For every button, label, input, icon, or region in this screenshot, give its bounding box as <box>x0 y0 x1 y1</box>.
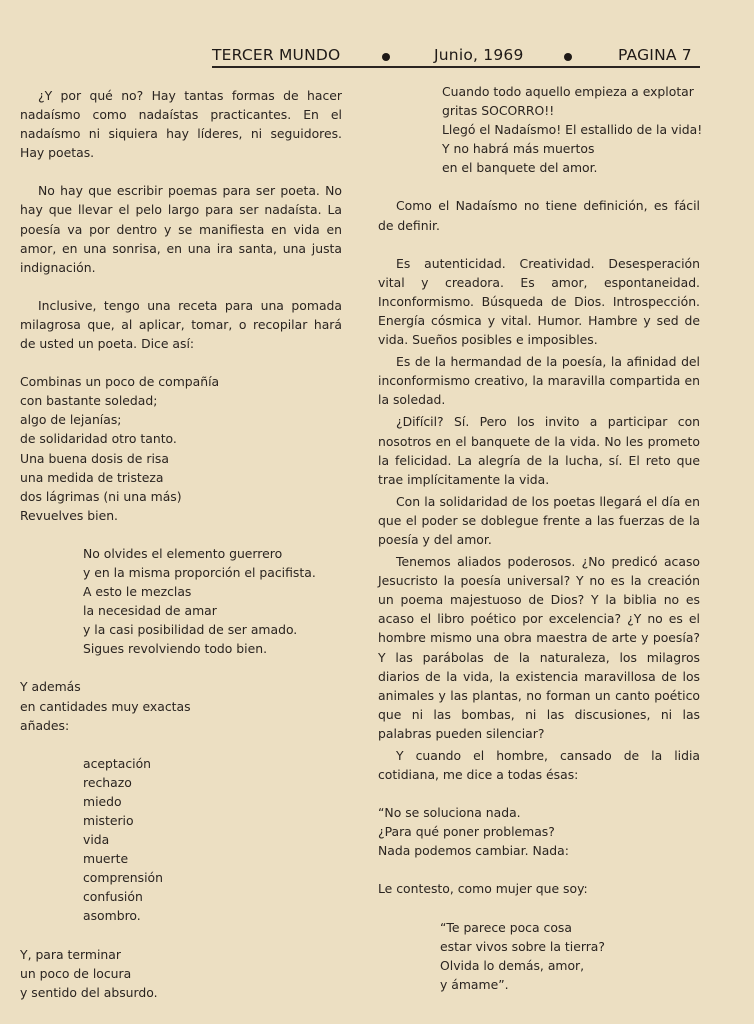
poem-line: “No se soluciona nada. <box>378 805 521 821</box>
bullet-icon <box>564 53 572 61</box>
poem-stanza <box>378 82 703 177</box>
poem-line: estar vivos sobre la tierra? <box>440 938 605 954</box>
poem-line: y sentido del absurdo. <box>20 984 158 1000</box>
page-number: PAGINA 7 <box>618 46 692 64</box>
poem-line: Sigues revolviendo todo bien. <box>83 641 268 657</box>
poem-line: “Te parece poca cosa <box>440 919 572 935</box>
poem-line: añades: <box>20 717 70 733</box>
poem-line: A esto le mezclas <box>83 584 192 600</box>
paragraph: Como el Nadaísmo no tiene definición, es fácil de definir. <box>378 198 700 233</box>
poem-line: No olvides el elemento guerrero <box>83 545 283 561</box>
poem-line: Y además <box>20 679 81 695</box>
poem-line: un poco de locura <box>20 965 132 981</box>
list-item: miedo <box>83 793 122 809</box>
poem-line: y la casi posibilidad de ser amado. <box>83 622 298 638</box>
paragraph: Con la solidaridad de los poetas llegará el día en que el poder se doblegue frente a las fuerzas de la poesía y del amor. <box>378 493 700 547</box>
poem-line: Revuelves bien. <box>20 507 118 523</box>
poem-line: Llegó el Nadaísmo! El estallido de la vida! <box>442 122 703 138</box>
poem-line: algo de lejanías; <box>20 412 122 428</box>
poem-line: y en la misma proporción el pacifista. <box>83 564 316 580</box>
bullet-icon <box>382 53 390 61</box>
list-item: confusión <box>83 889 143 905</box>
publication-name: TERCER MUNDO <box>212 46 341 64</box>
poem-stanza <box>20 677 342 734</box>
poem-line: Olvida lo demás, amor, <box>440 957 585 973</box>
quoted-stanza <box>378 803 700 860</box>
poem-line: de solidaridad otro tanto. <box>20 431 177 447</box>
poem-line: una medida de tristeza <box>20 469 164 485</box>
poem-line: Y, para terminar <box>20 946 121 962</box>
list-item: misterio <box>83 813 134 828</box>
poem-line: y ámame”. <box>440 976 509 992</box>
paragraph: No hay que escribir poemas para ser poeta. No hay que llevar el pelo largo para ser nadaísta. La poesía va por dentro y se manifiesta en vida en amor, en una sonrisa, en una ira santa, una justa indignación. <box>20 183 342 275</box>
list-item: muerte <box>83 851 129 867</box>
poem-stanza <box>20 544 342 659</box>
poem-line: con bastante soledad; <box>20 393 158 409</box>
paragraph: Es autenticidad. Creatividad. Desesperación vital y creadora. Es amor, espontaneidad. Inconformismo. Búsqueda de Dios. Introspección. Energía cósmica y vital. Humor. Hambre y sed de vida. Sueños posibles e imposibles. <box>378 255 700 348</box>
paragraph: ¿Y por qué no? Hay tantas formas de hacer nadaísmo como nadaístas practicantes. En el nadaísmo ni siquiera hay líderes, ni seguidores. Hay poetas. <box>20 88 342 161</box>
left-column <box>20 86 342 1002</box>
poem-line: Nada podemos cambiar. Nada: <box>378 843 569 859</box>
quoted-stanza <box>378 918 700 994</box>
paragraph: Es de la hermandad de la poesía, la afinidad del inconformismo creativo, la maravilla compartida en la soledad. <box>378 354 700 408</box>
paragraph: Inclusive, tengo una receta para una pomada milagrosa que, al aplicar, tomar, o recopilar hará de usted un poeta. Dice así: <box>20 297 342 352</box>
paragraph: Le contesto, como mujer que soy: <box>378 881 588 897</box>
poem-line: en el banquete del amor. <box>442 160 598 176</box>
list-item: aceptación <box>83 755 152 771</box>
poem-line: Y no habrá más muertos <box>442 141 595 157</box>
paragraph: Tenemos aliados poderosos. ¿No predicó acaso Jesucristo la poesía universal? Y no es la creación un poema majestuoso de Dios? Y la biblia no es acaso el libro poético por excelencia? ¿Y no es el hombre mismo una obra maestra de arte y poesía? Y las parábolas de la naturaleza, los milagros diarios de la vida, la existencia maravillosa de los animales y las plantas, no forman un canto poético que ni las bombas, ni las discusiones, ni las palabras pueden silenciar? <box>378 554 700 741</box>
poem-line: Una buena dosis de risa <box>20 450 169 466</box>
list-item: rechazo <box>83 774 132 790</box>
paragraph: ¿Difícil? Sí. Pero los invito a participar con nosotros en el banquete de la vida. No les prometo la felicidad. La alegría de la lucha, sí. El reto que trae implícitamente la vida. <box>378 414 700 487</box>
poem-line: dos lágrimas (ni una más) <box>20 488 182 504</box>
list-item: asombro. <box>83 908 141 924</box>
poem-line: gritas SOCORRO!! <box>442 103 555 119</box>
list-item: vida <box>83 832 110 848</box>
poem-line: ¿Para qué poner problemas? <box>378 824 555 840</box>
issue-date: Junio, 1969 <box>434 46 524 64</box>
poem-word-list <box>20 754 342 926</box>
paragraph: Y cuando el hombre, cansado de la lidia cotidiana, me dice a todas ésas: <box>378 748 700 783</box>
poem-stanza <box>20 372 342 525</box>
poem-line: la necesidad de amar <box>83 603 217 619</box>
poem-line: en cantidades muy exactas <box>20 698 191 714</box>
poem-stanza <box>20 945 342 1002</box>
page-header <box>212 44 700 68</box>
poem-line: Cuando todo aquello empieza a explotar <box>442 84 694 99</box>
poem-line: Combinas un poco de compañía <box>20 374 220 390</box>
header-rule <box>212 66 700 68</box>
list-item: comprensión <box>83 870 163 886</box>
right-column <box>378 82 703 994</box>
